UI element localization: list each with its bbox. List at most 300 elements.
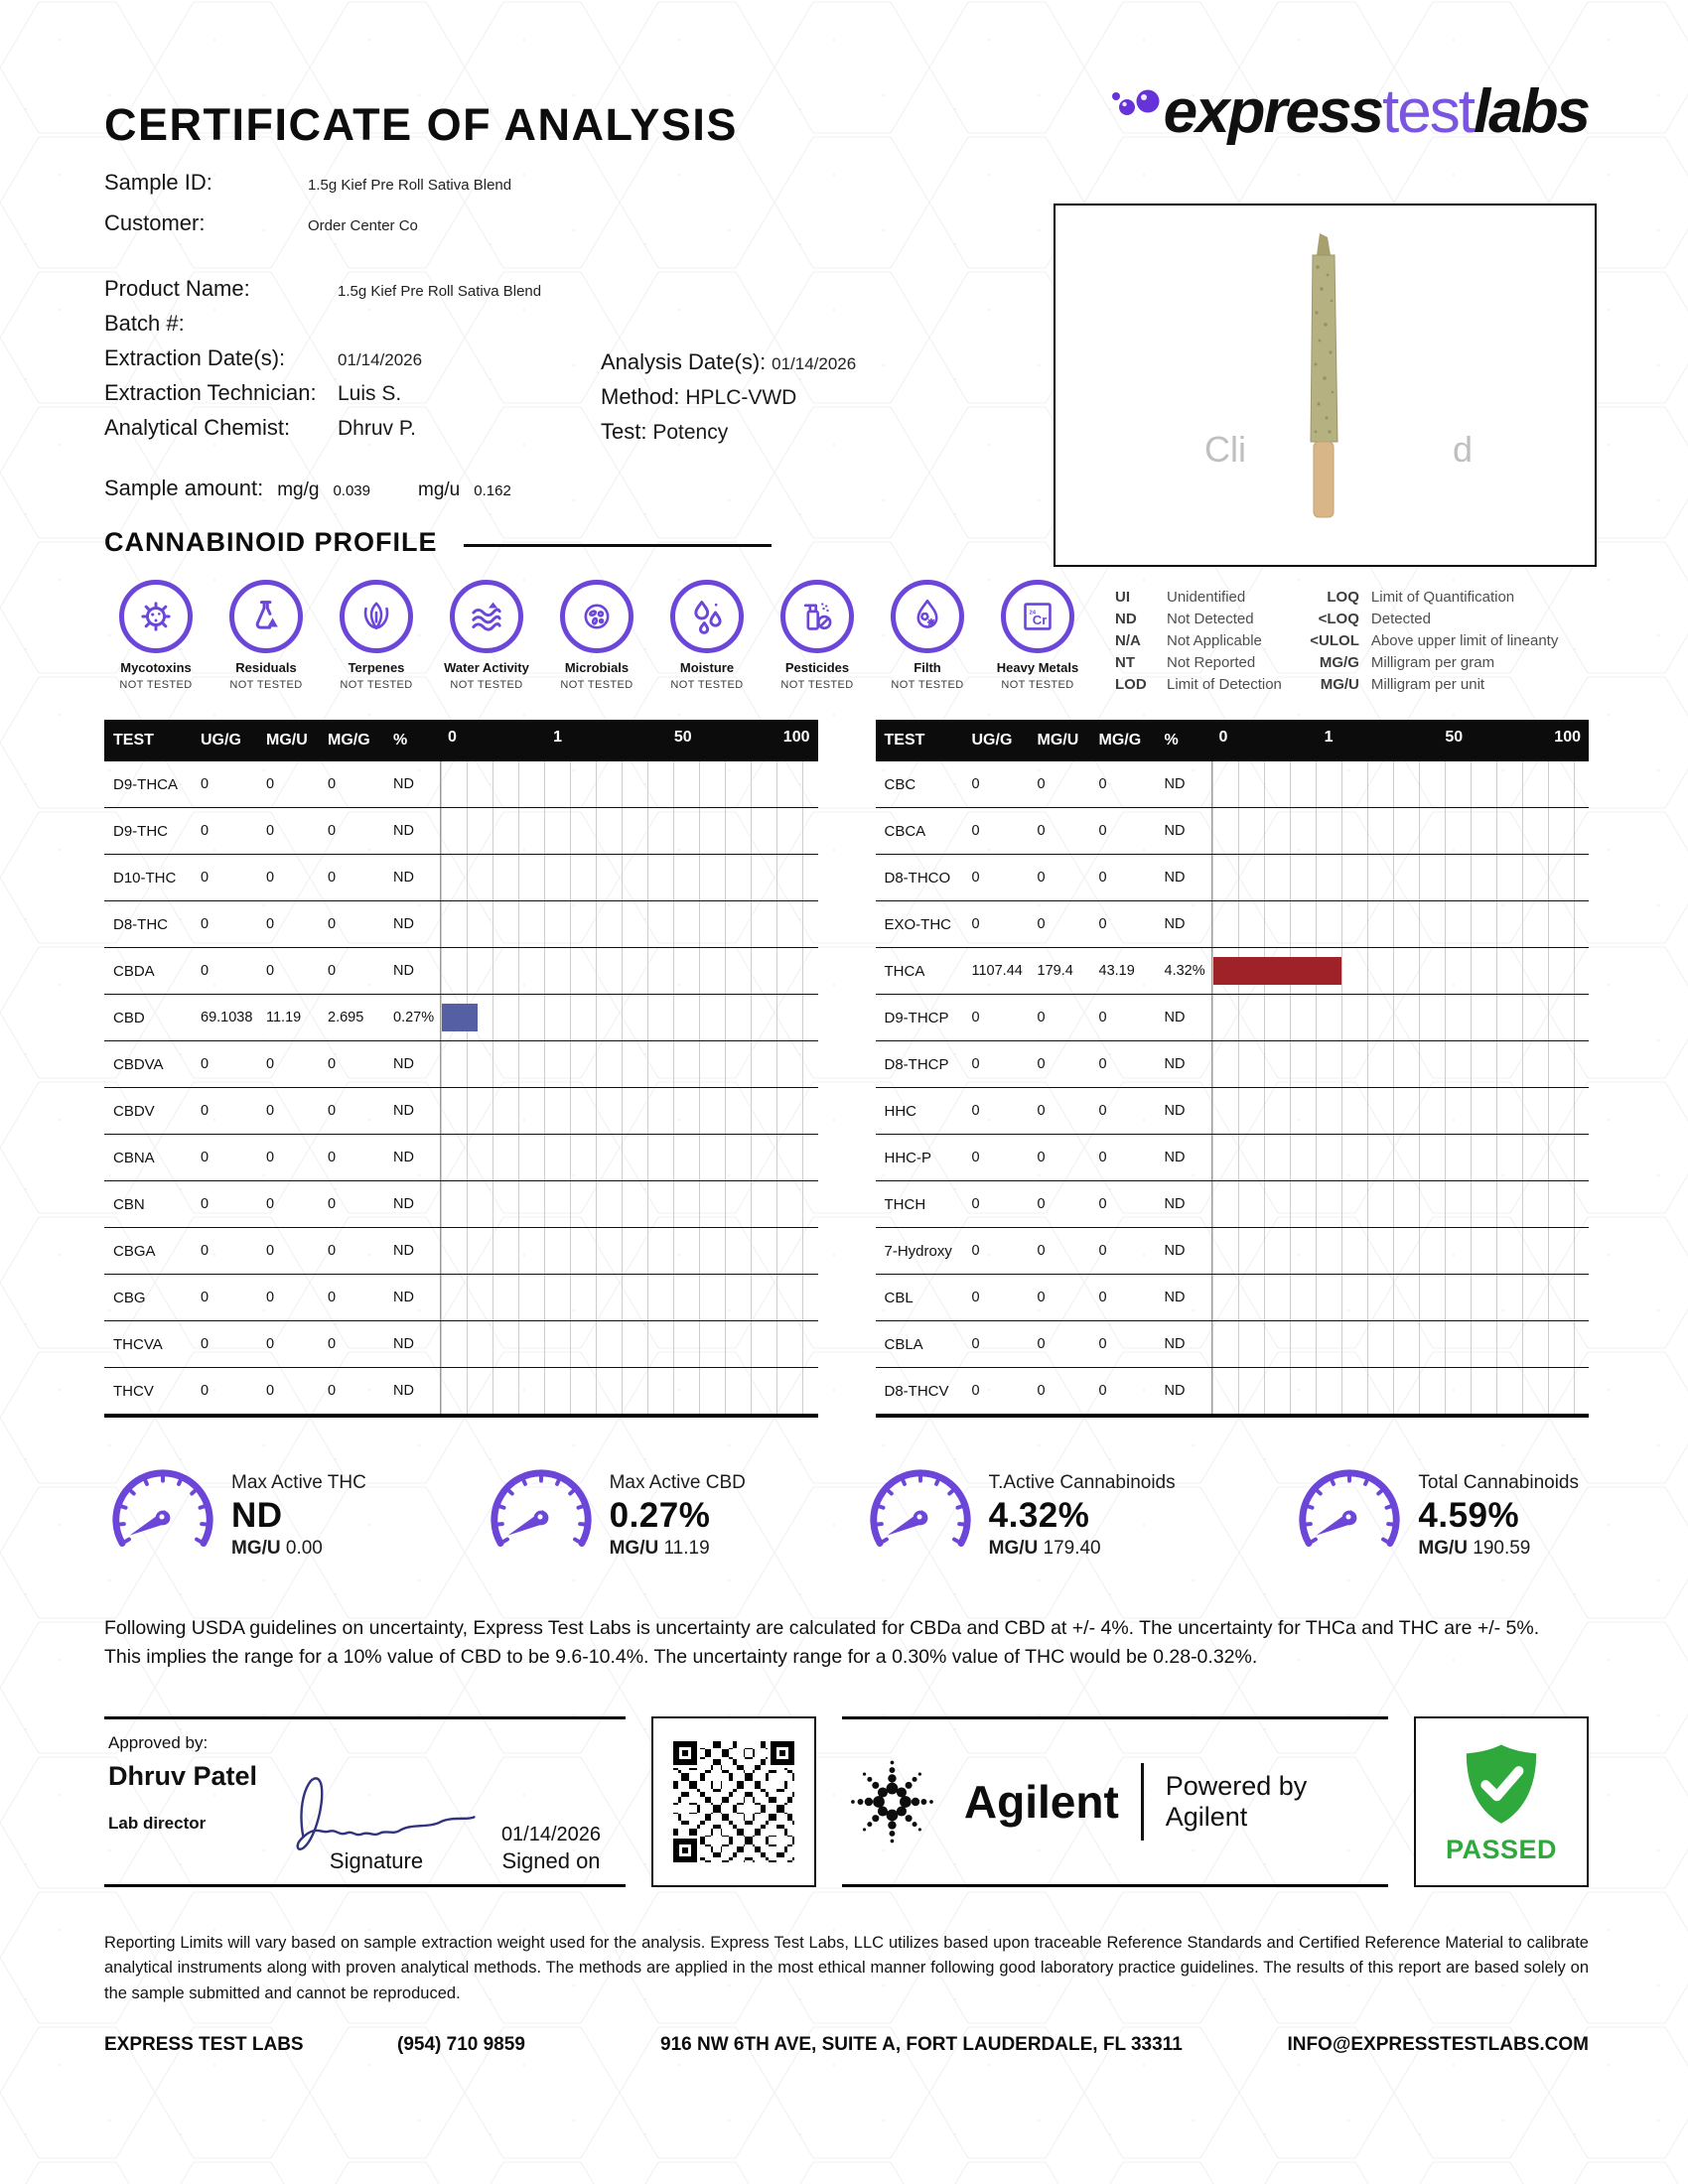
cannabinoid-table-right bbox=[876, 720, 1590, 1418]
mgg-value: 0 bbox=[1098, 1383, 1107, 1399]
analyte-name: CBN bbox=[113, 1195, 145, 1213]
analyte-name: D8-THCP bbox=[884, 1055, 949, 1073]
percent-value: ND bbox=[1164, 1150, 1186, 1165]
table-row bbox=[876, 1135, 1590, 1181]
mgg-value: 0 bbox=[1098, 1150, 1107, 1165]
gauge-max-active-thc: Max Active THC ND MG/U 0.00 bbox=[104, 1457, 366, 1574]
analyte-name: CBDVA bbox=[113, 1055, 164, 1073]
legend-entry: ND Not Detected bbox=[1115, 611, 1254, 627]
mgg-value: 0 bbox=[328, 963, 337, 979]
safety-item-filth: Filth NOT TESTED bbox=[876, 580, 979, 691]
ugg-value: 0 bbox=[971, 1290, 980, 1305]
safety-item-microbials: Microbials NOT TESTED bbox=[545, 580, 648, 691]
residuals-icon bbox=[245, 596, 287, 637]
microbials-icon bbox=[576, 596, 618, 637]
mgu-value: 0 bbox=[1037, 870, 1046, 886]
product-name-label: Product Name: bbox=[104, 276, 250, 301]
table-row bbox=[104, 1088, 818, 1135]
mgg-value: 0 bbox=[328, 1243, 337, 1259]
percent-value: ND bbox=[393, 1383, 414, 1399]
safety-item-water-activity: Water Activity NOT TESTED bbox=[435, 580, 538, 691]
percent-value: ND bbox=[393, 916, 414, 932]
analyte-name: D9-THC bbox=[113, 822, 168, 840]
analyte-name: HHC bbox=[884, 1102, 916, 1120]
result-bar-track bbox=[1211, 855, 1590, 900]
mgg-value: 0 bbox=[328, 776, 337, 792]
mgg-value: 0 bbox=[1098, 1290, 1107, 1305]
mgg-value: 2.695 bbox=[328, 1010, 364, 1025]
mgu-label: mg/u bbox=[418, 479, 461, 500]
ugg-value: 0 bbox=[971, 776, 980, 792]
gauge-max-active-cbd: Max Active CBD 0.27% MG/U 11.19 bbox=[483, 1457, 746, 1574]
percent-value: ND bbox=[1164, 1336, 1186, 1352]
percent-value: ND bbox=[393, 776, 414, 792]
result-bar-track bbox=[1211, 1228, 1590, 1274]
product-photo-frame bbox=[1054, 204, 1597, 567]
gauge-total-active-cannabinoids: T.Active Cannabinoids 4.32% MG/U 179.40 bbox=[862, 1457, 1176, 1574]
result-bar-track bbox=[440, 1088, 818, 1134]
analyte-name: CBD bbox=[113, 1009, 145, 1026]
agilent-wordmark: Agilent bbox=[963, 1775, 1119, 1828]
percent-value: ND bbox=[393, 823, 414, 839]
ugg-value: 69.1038 bbox=[201, 1010, 253, 1025]
reporting-limits-note: Reporting Limits will vary based on sample extraction weight used for the analysis. Express Test Labs, LLC utilizes based upon traceable Reference Standards and Certified Reference Material to calibrate analytical instruments along with proven analytical methods. The methods are applied in the most ethical manner following good laboratory practice guidelines. The results of this report are based solely on the sample submitted and cannot be reproduced. bbox=[104, 1933, 1589, 2002]
mgg-value: 0 bbox=[328, 1150, 337, 1165]
mgg-value: 0 bbox=[1098, 776, 1107, 792]
percent-value: ND bbox=[1164, 1290, 1186, 1305]
result-bar-track bbox=[1211, 1275, 1590, 1320]
result-bar-track bbox=[1211, 808, 1590, 854]
percent-value: ND bbox=[1164, 1056, 1186, 1072]
scale-header: 0 1 50 100 bbox=[1218, 729, 1581, 746]
analysis-dates-label: Analysis Date(s): bbox=[601, 349, 767, 374]
analyte-name: D9-THCP bbox=[884, 1009, 949, 1026]
signature-label: Signature bbox=[329, 1847, 424, 1873]
safety-item-mycotoxins: Mycotoxins NOT TESTED bbox=[104, 580, 208, 691]
mgu-value: 0 bbox=[266, 1290, 275, 1305]
mgg-value: 0 bbox=[1098, 916, 1107, 932]
moisture-icon bbox=[686, 596, 728, 637]
summary-gauges bbox=[104, 1457, 1589, 1574]
safety-item-terpenes: Terpenes NOT TESTED bbox=[325, 580, 428, 691]
table-header: TEST UG/G MG/U MG/G % 0 1 50 100 bbox=[104, 720, 818, 761]
mgu-value: 0 bbox=[266, 1056, 275, 1072]
ugg-value: 0 bbox=[971, 1103, 980, 1119]
safety-item-residuals: Residuals NOT TESTED bbox=[214, 580, 318, 691]
signature-image bbox=[272, 1759, 481, 1854]
mycotoxins-icon bbox=[135, 596, 177, 637]
legend-entry: MG/U Milligram per unit bbox=[1320, 676, 1485, 693]
result-bar-track bbox=[440, 1228, 818, 1274]
result-bar-track bbox=[440, 1181, 818, 1227]
svg-text:Cr: Cr bbox=[1032, 612, 1048, 627]
table-row bbox=[104, 761, 818, 808]
watermark-left: Cli bbox=[1204, 429, 1246, 470]
agilent-banner bbox=[842, 1716, 1388, 1887]
customer-label: Customer: bbox=[104, 210, 206, 235]
table-row bbox=[876, 1228, 1590, 1275]
ugg-value: 0 bbox=[201, 1196, 210, 1212]
method-value: HPLC-VWD bbox=[685, 386, 797, 409]
analyte-name: CBGA bbox=[113, 1242, 156, 1260]
percent-value: ND bbox=[393, 963, 414, 979]
sample-amount-label: Sample amount: bbox=[104, 476, 264, 500]
result-bar-track bbox=[440, 855, 818, 900]
result-bar-track bbox=[440, 1275, 818, 1320]
table-row bbox=[104, 1228, 818, 1275]
method-label: Method: bbox=[601, 384, 680, 409]
mgg-value: 0 bbox=[328, 1383, 337, 1399]
approver-name: Dhruv Patel bbox=[108, 1760, 258, 1791]
legend-entry: <ULOL Above upper limit of lineanty bbox=[1310, 632, 1559, 649]
gauge-icon bbox=[483, 1457, 600, 1574]
table-row bbox=[876, 948, 1590, 995]
table-row bbox=[104, 1135, 818, 1181]
percent-value: ND bbox=[393, 1150, 414, 1165]
result-bar-track bbox=[1211, 1181, 1590, 1227]
ugg-value: 1107.44 bbox=[971, 963, 1023, 979]
result-bar-track bbox=[1211, 901, 1590, 947]
percent-value: ND bbox=[1164, 870, 1186, 886]
ugg-value: 0 bbox=[971, 1150, 980, 1165]
scale-header: 0 1 50 100 bbox=[448, 729, 810, 746]
agilent-spark-icon bbox=[842, 1750, 942, 1853]
mgu-value: 0 bbox=[1037, 1056, 1046, 1072]
ugg-value: 0 bbox=[201, 776, 210, 792]
analyte-name: CBC bbox=[884, 775, 916, 793]
percent-value: ND bbox=[1164, 916, 1186, 932]
analyte-name: CBNA bbox=[113, 1149, 155, 1166]
ugg-value: 0 bbox=[971, 1056, 980, 1072]
percent-value: ND bbox=[1164, 776, 1186, 792]
mgu-value: 0 bbox=[1037, 1150, 1046, 1165]
ugg-value: 0 bbox=[201, 1150, 210, 1165]
mgu-value: 0 bbox=[1037, 1290, 1046, 1305]
mgu-value: 0 bbox=[266, 963, 275, 979]
abbreviation-legend bbox=[1115, 580, 1558, 694]
ugg-value: 0 bbox=[201, 823, 210, 839]
extraction-technician-label: Extraction Technician: bbox=[104, 380, 317, 405]
analyte-name: THCVA bbox=[113, 1335, 163, 1353]
percent-value: ND bbox=[393, 870, 414, 886]
mgg-value: 0 bbox=[328, 1336, 337, 1352]
mgu-value: 0 bbox=[266, 1103, 275, 1119]
analyte-name: CBG bbox=[113, 1289, 146, 1306]
logo-bubbles-icon bbox=[1108, 87, 1160, 131]
analyte-name: EXO-THC bbox=[884, 915, 951, 933]
table-row bbox=[104, 995, 818, 1041]
mgu-value: 0 bbox=[1037, 1336, 1046, 1352]
safety-item-heavy-metals: Cr 24 Heavy Metals NOT TESTED bbox=[986, 580, 1089, 691]
result-bar-track bbox=[1211, 1088, 1590, 1134]
mgg-value: 0 bbox=[328, 1056, 337, 1072]
table-row bbox=[876, 1368, 1590, 1415]
percent-value: 0.27% bbox=[393, 1010, 435, 1025]
result-bar-track bbox=[1211, 1368, 1590, 1414]
footer-address: 916 NW 6TH AVE, SUITE A, FORT LAUDERDALE, FL 33311 bbox=[660, 2034, 1183, 2056]
sample-id-value: 1.5g Kief Pre Roll Sativa Blend bbox=[308, 177, 512, 194]
result-bar-track bbox=[1211, 995, 1590, 1040]
cannabinoid-tables bbox=[104, 720, 1589, 1418]
legend-entry: N/A Not Applicable bbox=[1115, 632, 1262, 649]
percent-value: ND bbox=[393, 1196, 414, 1212]
mgg-value: 0 bbox=[328, 1196, 337, 1212]
qr-code-frame bbox=[651, 1716, 816, 1887]
table-row bbox=[104, 901, 818, 948]
analyte-name: THCV bbox=[113, 1382, 154, 1400]
table-row bbox=[876, 1181, 1590, 1228]
qr-code bbox=[673, 1741, 794, 1862]
percent-value: ND bbox=[393, 1290, 414, 1305]
table-row bbox=[104, 1368, 818, 1415]
mgu-value: 0 bbox=[1037, 1103, 1046, 1119]
table-row bbox=[104, 1275, 818, 1321]
extraction-dates-value: 01/14/2026 bbox=[338, 350, 423, 369]
table-row bbox=[876, 761, 1590, 808]
analyte-name: D8-THC bbox=[113, 915, 168, 933]
mgg-value: 0 bbox=[328, 870, 337, 886]
mgg-value: 0 bbox=[328, 823, 337, 839]
mgg-value: 0 bbox=[1098, 1196, 1107, 1212]
legend-entry: MG/G Milligram per gram bbox=[1319, 654, 1495, 671]
page-title: CERTIFICATE OF ANALYSIS bbox=[104, 99, 738, 150]
analyte-name: CBDA bbox=[113, 962, 155, 980]
approved-by-label: Approved by: bbox=[108, 1732, 209, 1752]
analyte-name: D8-THCV bbox=[884, 1382, 949, 1400]
mgu-value: 0 bbox=[266, 1243, 275, 1259]
passed-shield-icon bbox=[1458, 1737, 1545, 1833]
analyte-name: THCA bbox=[884, 962, 925, 980]
analyte-name: CBDV bbox=[113, 1102, 155, 1120]
ugg-value: 0 bbox=[971, 823, 980, 839]
ugg-value: 0 bbox=[971, 1196, 980, 1212]
table-row bbox=[104, 808, 818, 855]
mgu-value: 0 bbox=[266, 1150, 275, 1165]
result-bar-track bbox=[440, 901, 818, 947]
mgg-value: 43.19 bbox=[1098, 963, 1135, 979]
water-activity-icon bbox=[466, 596, 507, 637]
table-row bbox=[104, 1321, 818, 1368]
legend-entry: LOD Limit of Detection bbox=[1115, 676, 1282, 693]
percent-value: ND bbox=[393, 1243, 414, 1259]
gauge-icon bbox=[862, 1457, 979, 1574]
sample-id-label: Sample ID: bbox=[104, 170, 212, 195]
mgu-value: 0.162 bbox=[474, 482, 511, 499]
percent-value: ND bbox=[393, 1336, 414, 1352]
result-bar-track bbox=[440, 1041, 818, 1087]
percent-value: ND bbox=[393, 1103, 414, 1119]
safety-icons-row bbox=[104, 580, 1089, 691]
ugg-value: 0 bbox=[971, 916, 980, 932]
analyte-name: CBLA bbox=[884, 1335, 923, 1353]
result-bar bbox=[442, 1004, 478, 1031]
result-bar-track bbox=[1211, 1135, 1590, 1180]
mgg-value: 0 bbox=[1098, 1243, 1107, 1259]
percent-value: 4.32% bbox=[1164, 963, 1205, 979]
percent-value: ND bbox=[1164, 1243, 1186, 1259]
legend-entry: NT Not Reported bbox=[1115, 654, 1256, 671]
table-header: TEST UG/G MG/U MG/G % 0 1 50 100 bbox=[876, 720, 1590, 761]
mgg-value: 0 bbox=[328, 916, 337, 932]
ugg-value: 0 bbox=[201, 1103, 210, 1119]
result-bar-track bbox=[1211, 948, 1590, 994]
mgu-value: 0 bbox=[266, 823, 275, 839]
mgg-label: mg/g bbox=[277, 479, 320, 500]
header bbox=[104, 77, 1589, 151]
mgu-value: 0 bbox=[1037, 1383, 1046, 1399]
table-row bbox=[876, 1041, 1590, 1088]
approval-box bbox=[104, 1716, 626, 1887]
mgg-value: 0 bbox=[328, 1290, 337, 1305]
table-row bbox=[104, 948, 818, 995]
logo-wordmark: expresstestlabs bbox=[1163, 77, 1589, 146]
result-bar-track bbox=[440, 948, 818, 994]
table-row bbox=[104, 1181, 818, 1228]
table-row bbox=[876, 995, 1590, 1041]
ugg-value: 0 bbox=[971, 1383, 980, 1399]
ugg-value: 0 bbox=[971, 1243, 980, 1259]
analysis-dates-value: 01/14/2026 bbox=[772, 354, 857, 373]
analytical-chemist-label: Analytical Chemist: bbox=[104, 415, 291, 440]
extraction-technician-value: Luis S. bbox=[338, 382, 402, 405]
mgg-value: 0 bbox=[1098, 1336, 1107, 1352]
mgu-value: 0 bbox=[1037, 776, 1046, 792]
ugg-value: 0 bbox=[201, 1243, 210, 1259]
result-bar-track bbox=[1211, 1041, 1590, 1087]
gauge-icon bbox=[1291, 1457, 1408, 1574]
legend-entry: UI Unidentified bbox=[1115, 589, 1246, 606]
legend-entry: LOQ Limit of Quantification bbox=[1327, 589, 1515, 606]
table-row bbox=[876, 855, 1590, 901]
mgu-value: 0 bbox=[1037, 1196, 1046, 1212]
footer bbox=[104, 2034, 1589, 2056]
express-test-labs-logo bbox=[1108, 77, 1589, 146]
safety-item-pesticides: Pesticides NOT TESTED bbox=[766, 580, 869, 691]
mgg-value: 0 bbox=[1098, 1010, 1107, 1025]
signed-date: 01/14/2026 bbox=[500, 1823, 602, 1845]
mgg-value: 0 bbox=[1098, 1056, 1107, 1072]
result-bar bbox=[1213, 957, 1341, 985]
table-row bbox=[876, 1321, 1590, 1368]
batch-label: Batch #: bbox=[104, 311, 185, 336]
pesticides-icon bbox=[796, 596, 838, 637]
section-title: CANNABINOID PROFILE bbox=[104, 527, 438, 557]
mgg-value: 0.039 bbox=[333, 482, 370, 499]
result-bar-track bbox=[440, 1321, 818, 1367]
mgu-value: 0 bbox=[266, 870, 275, 886]
result-bar-track bbox=[440, 808, 818, 854]
analyte-name: CBL bbox=[884, 1289, 914, 1306]
percent-value: ND bbox=[1164, 823, 1186, 839]
product-name-value: 1.5g Kief Pre Roll Sativa Blend bbox=[338, 283, 542, 300]
ugg-value: 0 bbox=[201, 1056, 210, 1072]
test-value: Potency bbox=[652, 421, 729, 444]
mgu-value: 0 bbox=[1037, 1243, 1046, 1259]
ugg-value: 0 bbox=[971, 870, 980, 886]
table-row bbox=[104, 855, 818, 901]
percent-value: ND bbox=[1164, 1103, 1186, 1119]
analyte-name: D8-THCO bbox=[884, 869, 951, 887]
passed-label: PASSED bbox=[1445, 1835, 1558, 1864]
mgu-value: 0 bbox=[266, 916, 275, 932]
section-rule bbox=[464, 544, 772, 547]
ugg-value: 0 bbox=[971, 1010, 980, 1025]
agilent-divider bbox=[1141, 1763, 1144, 1841]
svg-text:24: 24 bbox=[1029, 610, 1037, 616]
percent-value: ND bbox=[1164, 1010, 1186, 1025]
analyte-name: D9-THCA bbox=[113, 775, 179, 793]
result-bar-track bbox=[1211, 1321, 1590, 1367]
legend-entry: <LOQ Detected bbox=[1318, 611, 1431, 627]
approval-band bbox=[104, 1716, 1589, 1887]
result-bar-track bbox=[1211, 761, 1590, 807]
table-row bbox=[876, 808, 1590, 855]
mgu-value: 0 bbox=[266, 1336, 275, 1352]
ugg-value: 0 bbox=[201, 1290, 210, 1305]
mgu-value: 0 bbox=[266, 1383, 275, 1399]
table-row bbox=[104, 1041, 818, 1088]
mgg-value: 0 bbox=[328, 1103, 337, 1119]
analyte-name: HHC-P bbox=[884, 1149, 931, 1166]
footer-company: EXPRESS TEST LABS bbox=[104, 2034, 304, 2056]
percent-value: ND bbox=[1164, 1383, 1186, 1399]
sample-info bbox=[104, 169, 1057, 501]
gauge-icon bbox=[104, 1457, 221, 1574]
customer-value: Order Center Co bbox=[308, 217, 418, 234]
signed-on-label: Signed on bbox=[501, 1847, 601, 1873]
filth-icon bbox=[907, 596, 948, 637]
watermark-right: d bbox=[1453, 429, 1474, 470]
terpenes-icon bbox=[355, 596, 397, 637]
mgg-value: 0 bbox=[1098, 870, 1107, 886]
percent-value: ND bbox=[1164, 1196, 1186, 1212]
result-bar-track bbox=[440, 995, 818, 1040]
analyte-name: 7-Hydroxy bbox=[884, 1242, 952, 1260]
mgu-value: 0 bbox=[1037, 823, 1046, 839]
passed-badge bbox=[1414, 1716, 1589, 1887]
ugg-value: 0 bbox=[201, 1383, 210, 1399]
ugg-value: 0 bbox=[201, 916, 210, 932]
footer-phone: (954) 710 9859 bbox=[397, 2034, 525, 2056]
ugg-value: 0 bbox=[201, 963, 210, 979]
safety-item-moisture: Moisture NOT TESTED bbox=[655, 580, 759, 691]
analyte-name: CBCA bbox=[884, 822, 926, 840]
analyte-name: THCH bbox=[884, 1195, 926, 1213]
ugg-value: 0 bbox=[971, 1336, 980, 1352]
result-bar-track bbox=[440, 761, 818, 807]
mgu-value: 0 bbox=[266, 776, 275, 792]
mgu-value: 0 bbox=[266, 1196, 275, 1212]
analyte-name: D10-THC bbox=[113, 869, 177, 887]
extraction-dates-label: Extraction Date(s): bbox=[104, 345, 286, 370]
table-row bbox=[876, 901, 1590, 948]
percent-value: ND bbox=[393, 1056, 414, 1072]
result-bar-track bbox=[440, 1368, 818, 1414]
mgu-value: 0 bbox=[1037, 1010, 1046, 1025]
table-row bbox=[876, 1275, 1590, 1321]
ugg-value: 0 bbox=[201, 870, 210, 886]
gauge-total-cannabinoids: Total Cannabinoids 4.59% MG/U 190.59 bbox=[1291, 1457, 1579, 1574]
mgu-value: 11.19 bbox=[266, 1010, 302, 1025]
uncertainty-note: Following USDA guidelines on uncertainty, Express Test Labs is uncertainty are calculated for CBDa and CBD at +/- 4%. The uncertainty for THCa and THC are +/- 5%. This implies the range for a 10% value of CBD to be 9.6-10.4%. The uncertainty range for a 0.30% value of THC would be 0.28-0.32%. bbox=[104, 1617, 1540, 1669]
footer-email: INFO@EXPRESSTESTLABS.COM bbox=[1287, 2034, 1589, 2056]
heavy-metals-icon bbox=[1017, 596, 1058, 637]
table-row bbox=[876, 1088, 1590, 1135]
ugg-value: 0 bbox=[201, 1336, 210, 1352]
test-label: Test: bbox=[601, 419, 647, 444]
analytical-chemist-value: Dhruv P. bbox=[338, 417, 416, 440]
mgu-value: 0 bbox=[1037, 916, 1046, 932]
